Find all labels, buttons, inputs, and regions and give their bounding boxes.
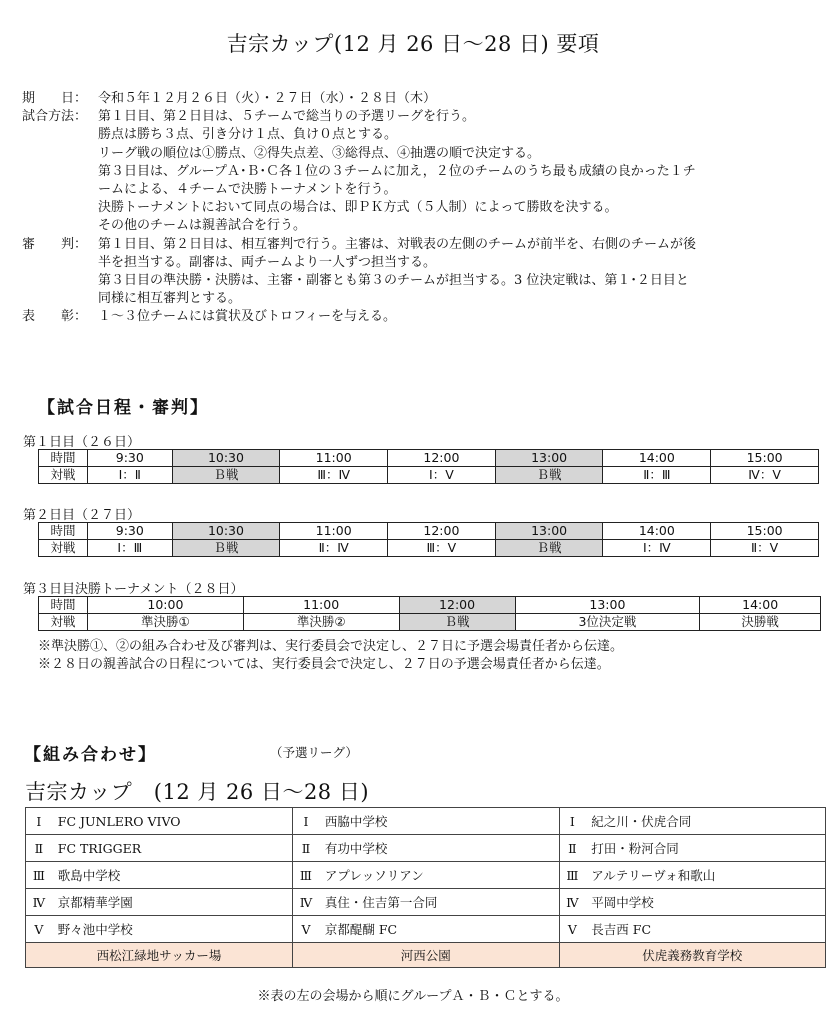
match-cell: Ⅱ：Ⅳ	[280, 540, 388, 557]
rule-line: 勝点は勝ち３点、引き分け１点、負け０点とする。	[98, 127, 398, 143]
rule-line: 令和５年１２月２６日（火）・２７日（水）・２８日（木）	[98, 91, 437, 106]
rule-line: 第１日目、第２日目は、相互審判で行う。主審は、対戦表の左側のチームが前半を、右側のチームが後	[98, 236, 697, 252]
time-cell: 10:00	[88, 597, 244, 614]
match-cell: Ⅰ：Ⅴ	[388, 467, 496, 484]
rule-label: 期 日：	[22, 91, 88, 106]
group-row	[26, 835, 826, 862]
groups-footnote: ※表の左の会場から順にグループＡ・Ｂ・Ｃとする。	[257, 989, 569, 1004]
team-number: Ⅳ	[26, 889, 52, 916]
time-cell: 13:00	[515, 597, 700, 614]
time-row	[39, 523, 819, 540]
match-row	[39, 467, 819, 484]
match-cell: Ｂ戦	[172, 540, 280, 557]
time-cell: 15:00	[711, 523, 819, 540]
time-cell: 13:00	[495, 450, 603, 467]
group-row	[26, 889, 826, 916]
groups-table	[25, 807, 826, 968]
time-cell: 12:00	[388, 523, 496, 540]
time-cell: 9:30	[88, 523, 173, 540]
team-number: Ⅴ	[26, 916, 52, 943]
group-row	[26, 862, 826, 889]
team-name: 西脇中学校	[319, 808, 559, 835]
day3-label: 第３日目決勝トーナメント（２８日）	[23, 582, 244, 597]
cup-title: 吉宗カップ (12 月 26 日～28 日)	[25, 780, 370, 804]
match-cell: Ⅲ：Ⅴ	[388, 540, 496, 557]
group-row	[26, 916, 826, 943]
rule-label: 審 判：	[22, 236, 88, 252]
team-number: Ⅰ	[26, 808, 52, 835]
rule-line: 同様に相互審判とする。	[98, 291, 242, 307]
team-name: 打田・粉河合同	[585, 835, 825, 862]
team-name: 平岡中学校	[585, 889, 825, 916]
match-row	[39, 540, 819, 557]
groups-heading: 【組み合わせ】	[24, 745, 157, 765]
time-cell: 10:30	[172, 523, 280, 540]
rule-label: 試合方法：	[22, 109, 88, 125]
match-header: 対戦	[39, 467, 88, 484]
time-cell: 11:00	[280, 523, 388, 540]
team-name: アルテリーヴォ和歌山	[585, 862, 825, 889]
team-name: 長吉西 FC	[585, 916, 825, 943]
team-number: Ⅱ	[26, 835, 52, 862]
rule-line: 第３日目の準決勝・決勝は、主審・副審とも第３のチームが担当する。3 位決定戦は、第１･２日目と	[98, 273, 689, 289]
group-row	[26, 808, 826, 835]
rule-line: リーグ戦の順位は①勝点、②得失点差、③総得点、④抽選の順で決定する。	[98, 145, 541, 161]
time-cell: 10:30	[172, 450, 280, 467]
rule-line: 第１日目、第２日目は、５チームで総当りの予選リーグを行う。	[98, 109, 476, 125]
team-number: Ⅰ	[293, 808, 319, 835]
time-header: 時間	[39, 450, 88, 467]
venue-cell: 西松江緑地サッカー場	[26, 943, 293, 968]
time-cell: 12:00	[388, 450, 496, 467]
match-cell: Ⅲ：Ⅳ	[280, 467, 388, 484]
match-cell: 準決勝①	[88, 614, 244, 631]
team-name: 野々池中学校	[52, 916, 293, 943]
match-cell: 準決勝②	[243, 614, 399, 631]
team-number: Ⅴ	[293, 916, 319, 943]
match-cell: Ⅰ：Ⅳ	[603, 540, 711, 557]
time-cell: 14:00	[603, 523, 711, 540]
day2-schedule-table	[38, 522, 819, 557]
team-number: Ⅲ	[293, 862, 319, 889]
rule-line: ームによる、４チームで決勝トーナメントを行う。	[98, 182, 397, 198]
rule-line: 決勝トーナメントにおいて同点の場合は、即ＰＫ方式（５人制）によって勝敗を決する。	[98, 200, 618, 216]
schedule-note: ※２８日の親善試合の日程については、実行委員会で決定し、２７日の予選会場責任者から伝達。	[38, 657, 610, 672]
venue-row	[26, 943, 826, 968]
page-title: 吉宗カップ(12 月 26 日～28 日) 要項	[226, 32, 600, 56]
time-cell: 13:00	[495, 523, 603, 540]
team-name: 紀之川・伏虎合同	[585, 808, 825, 835]
match-cell: Ⅰ：Ⅲ	[88, 540, 173, 557]
time-cell: 12:00	[399, 597, 515, 614]
team-number: Ⅱ	[293, 835, 319, 862]
team-name: FC JUNLERO VIVO	[52, 808, 293, 835]
schedule-heading: 【試合日程・審判】	[38, 398, 209, 418]
day1-schedule-table	[38, 449, 819, 484]
team-name: アプレッソリアン	[319, 862, 559, 889]
rule-method	[22, 108, 812, 235]
team-name: 京都醍醐 FC	[319, 916, 559, 943]
rule-referee	[22, 236, 812, 309]
day1-label: 第１日目（２６日）	[23, 435, 141, 450]
rule-line: 第３日目は、グループＡ･Ｂ･Ｃ各１位の３チームに加え，２位のチームのうち最も成績の良かった１チ	[98, 163, 696, 179]
team-number: Ⅲ	[26, 862, 52, 889]
match-cell: Ｂ戦	[172, 467, 280, 484]
time-cell: 15:00	[711, 450, 819, 467]
day3-schedule-table	[38, 596, 821, 631]
rule-line: その他のチームは親善試合を行う。	[98, 218, 307, 234]
schedule-note: ※準決勝①、②の組み合わせ及び審判は、実行委員会で決定し、２７日に予選会場責任者から伝達。	[38, 639, 624, 654]
rules-section	[22, 90, 812, 327]
groups-subheading: （予選リーグ）	[270, 745, 358, 760]
rule-label: 表 彰：	[22, 309, 88, 325]
match-cell: Ｂ戦	[495, 540, 603, 557]
time-cell: 14:00	[603, 450, 711, 467]
rule-line: １～３位チームには賞状及びトロフィーを与える。	[98, 309, 396, 325]
time-cell: 11:00	[280, 450, 388, 467]
rule-award	[22, 308, 812, 326]
match-header: 対戦	[39, 614, 88, 631]
time-header: 時間	[39, 523, 88, 540]
team-number: Ⅰ	[559, 808, 585, 835]
team-number: Ⅱ	[559, 835, 585, 862]
time-cell: 14:00	[700, 597, 821, 614]
match-cell: Ⅳ：Ⅴ	[711, 467, 819, 484]
match-cell: Ⅱ：Ⅲ	[603, 467, 711, 484]
rule-date	[22, 90, 812, 108]
team-number: Ⅴ	[559, 916, 585, 943]
match-cell: 3位決定戦	[515, 614, 700, 631]
match-cell: Ｂ戦	[495, 467, 603, 484]
team-name: 歌島中学校	[52, 862, 293, 889]
match-cell: Ⅰ：Ⅱ	[88, 467, 173, 484]
team-name: 京都精華学園	[52, 889, 293, 916]
time-header: 時間	[39, 597, 88, 614]
team-number: Ⅲ	[559, 862, 585, 889]
rule-line: 半を担当する。副審は、両チームより一人ずつ担当する。	[98, 254, 437, 270]
venue-cell: 河西公園	[293, 943, 559, 968]
match-header: 対戦	[39, 540, 88, 557]
match-cell: 決勝戦	[700, 614, 821, 631]
team-number: Ⅳ	[293, 889, 319, 916]
time-cell: 11:00	[243, 597, 399, 614]
time-row	[39, 450, 819, 467]
team-name: 真住・住吉第一合同	[319, 889, 559, 916]
team-number: Ⅳ	[559, 889, 585, 916]
match-cell: Ｂ戦	[399, 614, 515, 631]
team-name: FC TRIGGER	[52, 835, 293, 862]
team-name: 有功中学校	[319, 835, 559, 862]
venue-cell: 伏虎義務教育学校	[559, 943, 825, 968]
day2-label: 第２日目（２７日）	[23, 508, 141, 523]
match-cell: Ⅱ：Ⅴ	[711, 540, 819, 557]
match-row	[39, 614, 821, 631]
time-row	[39, 597, 821, 614]
time-cell: 9:30	[88, 450, 173, 467]
